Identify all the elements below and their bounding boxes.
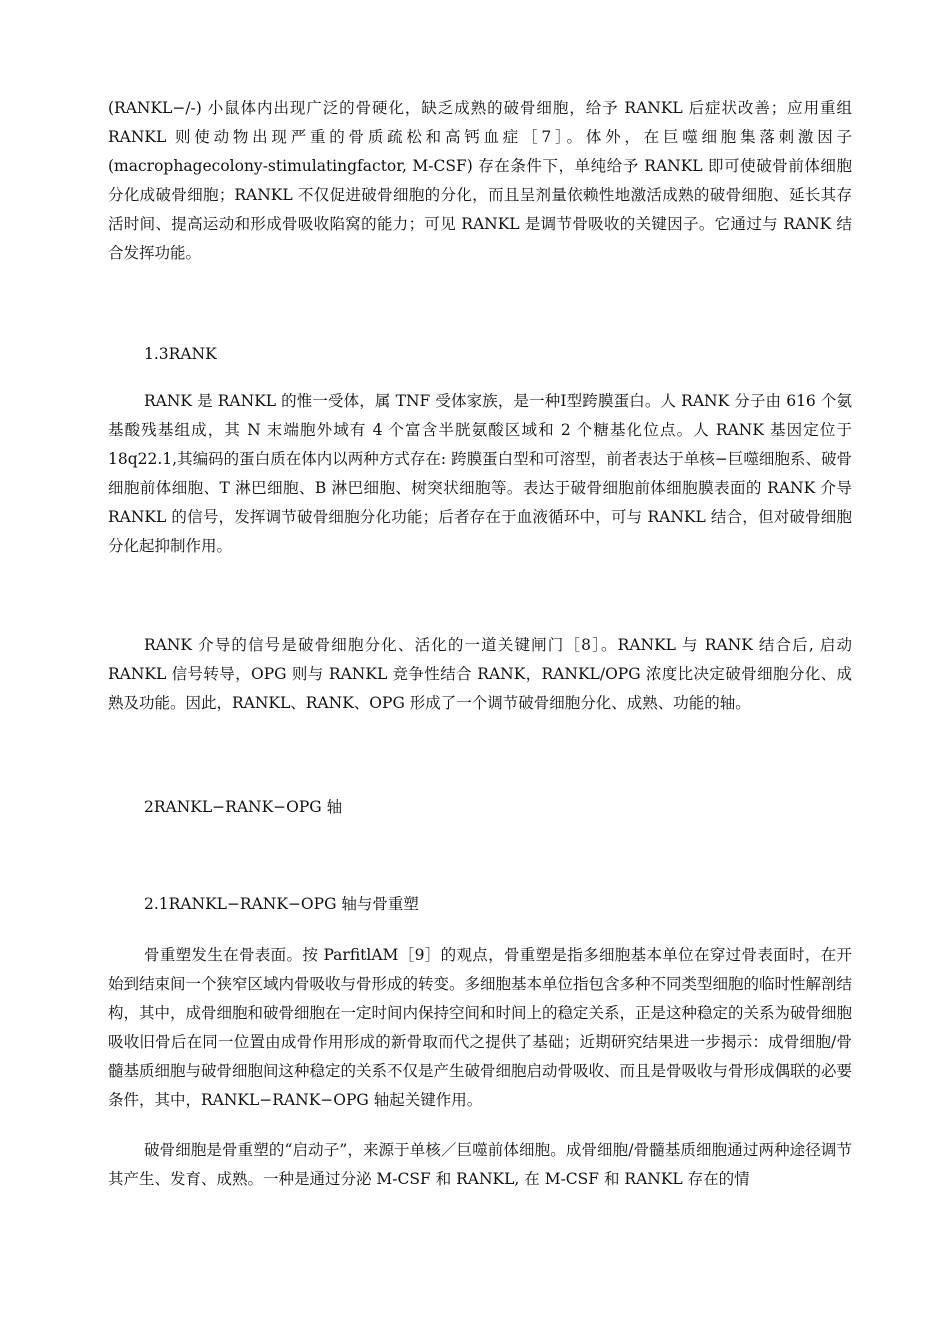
section-heading-2-1: 2.1RANKL−RANK−OPG 轴与骨重塑 [144, 895, 419, 913]
paragraph-bone-remodeling: 骨重塑发生在骨表面。按 ParfitlAM［9］的观点，骨重塑是指多细胞基本单位在穿过骨表面时，在开始到结束间一个狭窄区域内骨吸收与骨形成的转变。多细胞基本单位指包含多种不同类型细胞的临时性解剖结构，其中，成骨细胞和破骨细胞在一定时间内保持空间和时间上的稳定关系，正是这种稳定的关系为破骨细胞吸收旧骨后在同一位置由成骨作用形成的新骨取而代之提供了基础；近期研究结果进一步揭示：成骨细胞/骨髓基质细胞与破骨细胞间这种稳定的关系不仅是产生破骨细胞启动骨吸收、而且是骨吸收与骨形成偶联的必要条件，其中，RANKL−RANK−OPG 轴起关键作用。 [108, 946, 853, 1109]
paragraph-rank-receptor: RANK 是 RANKL 的惟一受体，属 TNF 受体家族，是一种Ⅰ型跨膜蛋白。人 RANK 分子由 616 个氨基酸残基组成，其 N 末端胞外域有 4 个富含半胱氨酸区域和 2 个糖基化位点。人 RANK 基因定位于 18q22.1,其编码的蛋白质在体内以两种方式存在: 跨膜蛋白型和可溶型，前者表达于单核−巨噬细胞系、破骨细胞前体细胞、T 淋巴细胞、B 淋巴细胞、树突状细胞等。表达于破骨细胞前体细胞膜表面的 RANK 介导 RANKL 的信号，发挥调节破骨细胞分化功能；后者存在于血液循环中，可与 RANKL 结合，但对破骨细胞分化起抑制作用。 [108, 392, 852, 555]
paragraph-rankl-knockout: (RANKL−/-) 小鼠体内出现广泛的骨硬化，缺乏成熟的破骨细胞，给予 RANKL 后症状改善；应用重组 RANKL 则使动物出现严重的骨质疏松和高钙血症［7］。体外，在巨噬细胞集落刺激因子(macrophagecolony-stimulatingfactor, M-CSF) 存在条件下，单纯给予 RANKL 即可使破骨前体细胞分化成破骨细胞；RANKL 不仅促进破骨细胞的分化，而且呈剂量依赖性地激活成熟的破骨细胞、延长其存活时间、提高运动和形成骨吸收陷窝的能力；可见 RANKL 是调节骨吸收的关键因子。它通过与 RANK 结合发挥功能。 [108, 99, 852, 262]
paragraph-osteoclast-starter: 破骨细胞是骨重塑的“启动子”，来源于单核／巨噬前体细胞。成骨细胞/骨髓基质细胞通过两种途径调节其产生、发育、成熟。一种是通过分泌 M-CSF 和 RANKL, 在 M-CSF 和 RANKL 存在的情 [108, 1141, 852, 1188]
paragraph-rank-signal: RANK 介导的信号是破骨细胞分化、活化的一道关键闸门［8］。RANKL 与 RANK 结合后, 启动 RANKL 信号转导，OPG 则与 RANKL 竞争性结合 RANK，RANKL/OPG 浓度比决定破骨细胞分化、成熟及功能。因此，RANKL、RANK、OPG 形成了一个调节破骨细胞分化、成熟、功能的轴。 [108, 636, 852, 712]
section-heading-1-3: 1.3RANK [144, 345, 217, 363]
section-heading-2: 2RANKL−RANK−OPG 轴 [144, 798, 343, 816]
